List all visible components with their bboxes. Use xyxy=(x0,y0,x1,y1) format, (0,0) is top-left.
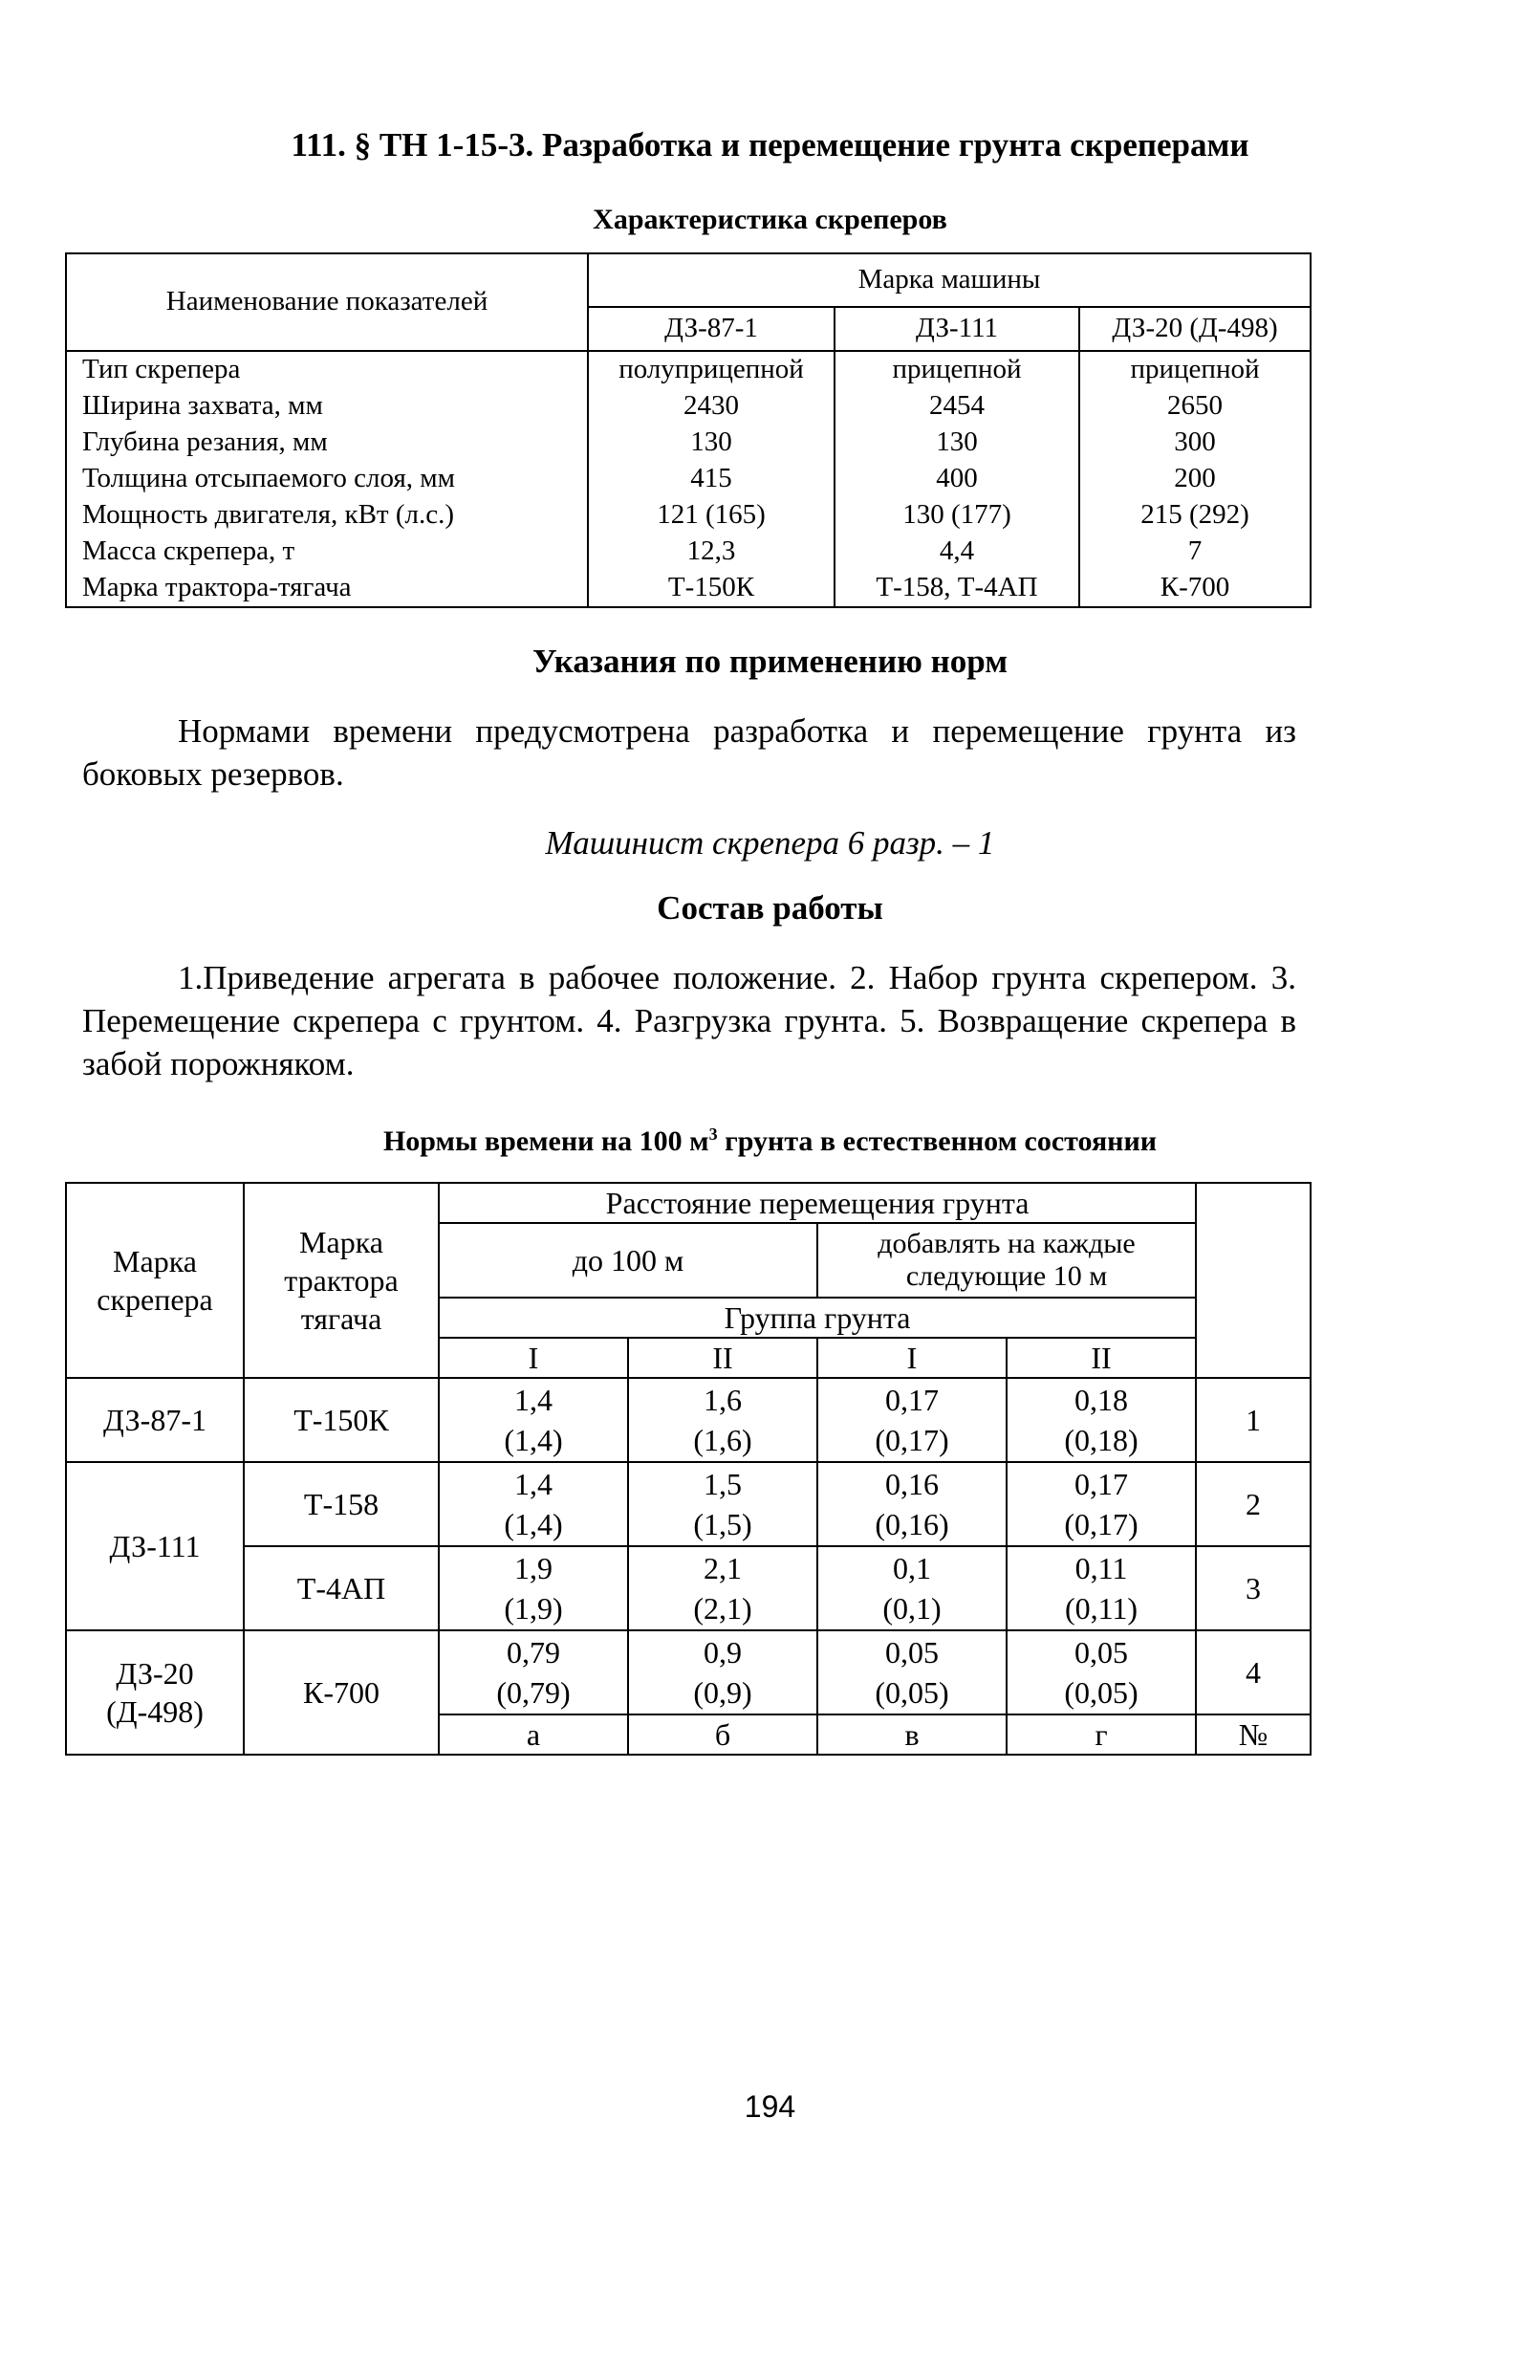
spec-label: Мощность двигателя, кВт (л.с.) xyxy=(66,497,588,534)
spec-row xyxy=(66,534,1311,570)
spec-value: 215 (292) xyxy=(1079,497,1311,534)
instructions-heading: Указания по применению норм xyxy=(531,643,1009,680)
tractor-cell: К-700 xyxy=(244,1630,439,1755)
norm-cell: 1,9 (1,9) xyxy=(439,1546,628,1630)
instructions-text: Нормами времени предусмотрена разработка и перемещение грунта из боковых резервов. xyxy=(82,712,1296,793)
spec-value: 400 xyxy=(835,461,1079,497)
spec-value: прицепной xyxy=(835,351,1079,388)
scraper-cell: ДЗ-111 xyxy=(66,1462,244,1630)
scraper-cell: ДЗ-20 (Д-498) xyxy=(66,1630,244,1755)
worker-line: Машинист скрепера 6 разр. – 1 xyxy=(545,824,995,862)
header-machine: ДЗ-111 xyxy=(835,307,1079,351)
table-row xyxy=(66,1630,1311,1714)
spec-label: Толщина отсыпаемого слоя, мм xyxy=(66,461,588,497)
norm-cell: 0,17 (0,17) xyxy=(1007,1462,1196,1546)
norm-cell: 0,17 (0,17) xyxy=(817,1378,1007,1462)
norm-cell: 0,11 (0,11) xyxy=(1007,1546,1196,1630)
spec-value: 130 (177) xyxy=(835,497,1079,534)
header-soil-group: Группа грунта xyxy=(439,1298,1196,1338)
row-number: 2 xyxy=(1196,1462,1311,1546)
spec-value: 130 xyxy=(588,425,835,461)
spec-value: 300 xyxy=(1079,425,1311,461)
table-row xyxy=(66,1462,1311,1546)
header-scraper: Марка скрепера xyxy=(66,1183,244,1378)
spec-value: 130 xyxy=(835,425,1079,461)
spec-row xyxy=(66,497,1311,534)
spec-value: К-700 xyxy=(1079,570,1311,607)
row-number: 3 xyxy=(1196,1546,1311,1630)
spec-label: Тип скрепера xyxy=(66,351,588,388)
norm-cell: 0,18 (0,18) xyxy=(1007,1378,1196,1462)
norm-cell: 2,1 (2,1) xyxy=(628,1546,817,1630)
tractor-cell: Т-150К xyxy=(244,1378,439,1462)
column-letter: г xyxy=(1007,1714,1196,1755)
section-title: 111. § ТН 1-15-3. Разработка и перемещение грунта скреперами xyxy=(291,126,1249,164)
spec-row xyxy=(66,570,1311,607)
number-sign: № xyxy=(1196,1714,1311,1755)
time-norms-table xyxy=(65,1182,1312,1756)
table-row xyxy=(66,1546,1311,1630)
header-machine: ДЗ-87-1 xyxy=(588,307,835,351)
spec-value: 2650 xyxy=(1079,388,1311,425)
spec-value: Т-158, Т-4АП xyxy=(835,570,1079,607)
row-number: 4 xyxy=(1196,1630,1311,1714)
spec-row xyxy=(66,461,1311,497)
spec-value: 7 xyxy=(1079,534,1311,570)
scraper-specs-table xyxy=(65,252,1312,608)
spec-label: Ширина захвата, мм xyxy=(66,388,588,425)
spec-value: 200 xyxy=(1079,461,1311,497)
header-machine: ДЗ-20 (Д-498) xyxy=(1079,307,1311,351)
row-number: 1 xyxy=(1196,1378,1311,1462)
spec-value: 121 (165) xyxy=(588,497,835,534)
norm-cell: 1,4 (1,4) xyxy=(439,1378,628,1462)
tractor-cell: Т-4АП xyxy=(244,1546,439,1630)
header-group: II xyxy=(628,1338,817,1378)
spec-label: Марка трактора-тягача xyxy=(66,570,588,607)
norm-cell: 1,5 (1,5) xyxy=(628,1462,817,1546)
spec-value: Т-150К xyxy=(588,570,835,607)
page-number: 194 xyxy=(744,2089,796,2124)
column-letter: б xyxy=(628,1714,817,1755)
norm-cell: 0,79 (0,79) xyxy=(439,1630,628,1714)
header-brand: Марка машины xyxy=(588,253,1311,307)
column-letter: в xyxy=(817,1714,1007,1755)
spec-value: 2454 xyxy=(835,388,1079,425)
header-blank xyxy=(1196,1183,1311,1378)
spec-row xyxy=(66,388,1311,425)
norm-cell: 0,1 (0,1) xyxy=(817,1546,1007,1630)
header-group: I xyxy=(439,1338,628,1378)
work-composition-text: 1.Приведение агрегата в рабочее положение. 2. Набор грунта скрепером. 3. Перемещение скрепера с грунтом. 4. Разгрузка грунта. 5. Возвращение скрепера в забой порожняком. xyxy=(82,959,1296,1082)
spec-value: 415 xyxy=(588,461,835,497)
scraper-cell: ДЗ-87-1 xyxy=(66,1378,244,1462)
norm-cell: 1,6 (1,6) xyxy=(628,1378,817,1462)
spec-row xyxy=(66,351,1311,388)
header-tractor: Марка трактора тягача xyxy=(244,1183,439,1378)
header-up-to-100: до 100 м xyxy=(439,1223,817,1298)
header-distance: Расстояние перемещения грунта xyxy=(439,1183,1196,1223)
tractor-cell: Т-158 xyxy=(244,1462,439,1546)
column-letter: а xyxy=(439,1714,628,1755)
spec-label: Глубина резания, мм xyxy=(66,425,588,461)
table-row xyxy=(66,1378,1311,1462)
norm-cell: 1,4 (1,4) xyxy=(439,1462,628,1546)
spec-row xyxy=(66,425,1311,461)
table1-caption: Характеристика скреперов xyxy=(593,204,947,235)
header-add-each-10: добавлять на каждые следующие 10 м xyxy=(817,1223,1196,1298)
spec-value: полуприцепной xyxy=(588,351,835,388)
spec-value: прицепной xyxy=(1079,351,1311,388)
norm-cell: 0,05 (0,05) xyxy=(1007,1630,1196,1714)
header-group: I xyxy=(817,1338,1007,1378)
norm-cell: 0,05 (0,05) xyxy=(817,1630,1007,1714)
header-parameter: Наименование показателей xyxy=(66,253,588,351)
header-group: II xyxy=(1007,1338,1196,1378)
spec-value: 2430 xyxy=(588,388,835,425)
table2-caption: Нормы времени на 100 $м^3$ грунта в естественном состоянии xyxy=(382,1124,1158,1157)
norm-cell: 0,9 (0,9) xyxy=(628,1630,817,1714)
spec-value: 4,4 xyxy=(835,534,1079,570)
spec-value: 12,3 xyxy=(588,534,835,570)
work-composition-heading: Состав работы xyxy=(657,889,883,927)
norm-cell: 0,16 (0,16) xyxy=(817,1462,1007,1546)
spec-label: Масса скрепера, т xyxy=(66,534,588,570)
